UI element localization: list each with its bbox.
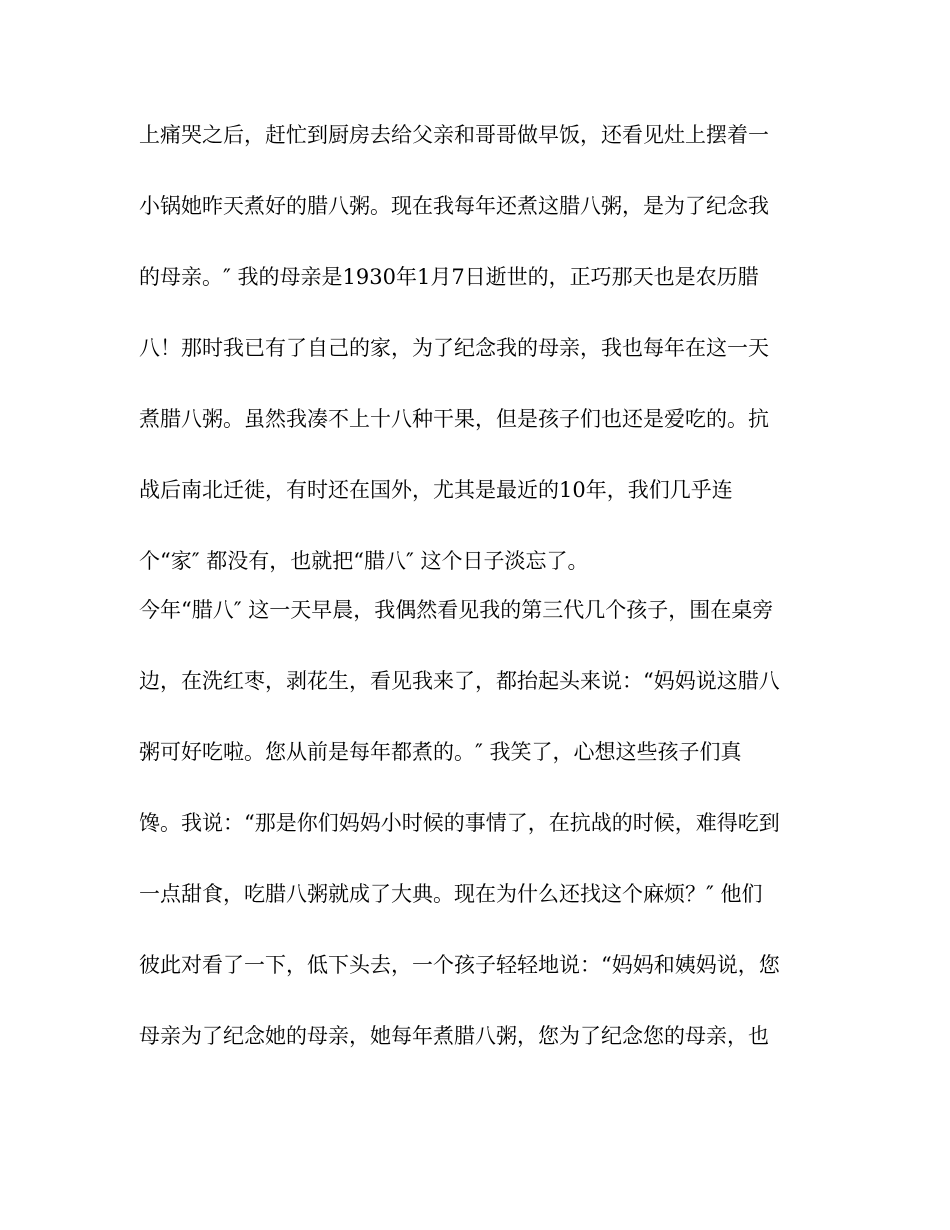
text-line-2: 小锅她昨天煮好的腊八粥。现在我每年还煮这腊八粥，是为了纪念我: [139, 194, 769, 218]
body-text: [139, 118, 819, 1054]
text-line-1: 上痛哭之后，赶忙到厨房去给父亲和哥哥做早饭，还看见灶上摆着一: [139, 123, 769, 147]
text-line-8: 今年“腊八″ 这一天早晨，我偶然看见我的第三代几个孩子，围在桌旁: [139, 598, 774, 622]
text-line-4: 八！那时我已有了自己的家，为了纪念我的母亲，我也每年在这一天: [139, 336, 769, 360]
text-line-6: 战后南北迁徙，有时还在国外，尤其是最近的10年，我们几乎连: [139, 478, 733, 502]
text-line-14: 母亲为了纪念她的母亲，她每年煮腊八粥，您为了纪念您的母亲，也: [139, 1024, 769, 1048]
text-line-13: 彼此对看了一下，低下头去，一个孩子轻轻地说：“妈妈和姨妈说，您: [139, 953, 780, 977]
text-line-11: 馋。我说：“那是你们妈妈小时候的事情了，在抗战的时候，难得吃到: [139, 811, 780, 835]
text-line-3: 的母亲。″ 我的母亲是1930年1月7日逝世的，正巧那天也是农历腊: [139, 265, 759, 289]
text-line-7: 个“家″ 都没有，也就把“腊八″ 这个日子淡忘了。: [139, 549, 589, 573]
text-line-12: 一点甜食，吃腊八粥就成了大典。现在为什么还找这个麻烦？″ 他们: [139, 882, 763, 906]
text-line-10: 粥可好吃啦。您从前是每年都煮的。″ 我笑了，心想这些孩子们真: [139, 740, 742, 764]
text-line-5: 煮腊八粥。虽然我凑不上十八种干果，但是孩子们也还是爱吃的。抗: [139, 407, 769, 431]
text-line-9: 边，在洗红枣，剥花生，看见我来了，都抬起头来说：“妈妈说这腊八: [139, 669, 780, 693]
